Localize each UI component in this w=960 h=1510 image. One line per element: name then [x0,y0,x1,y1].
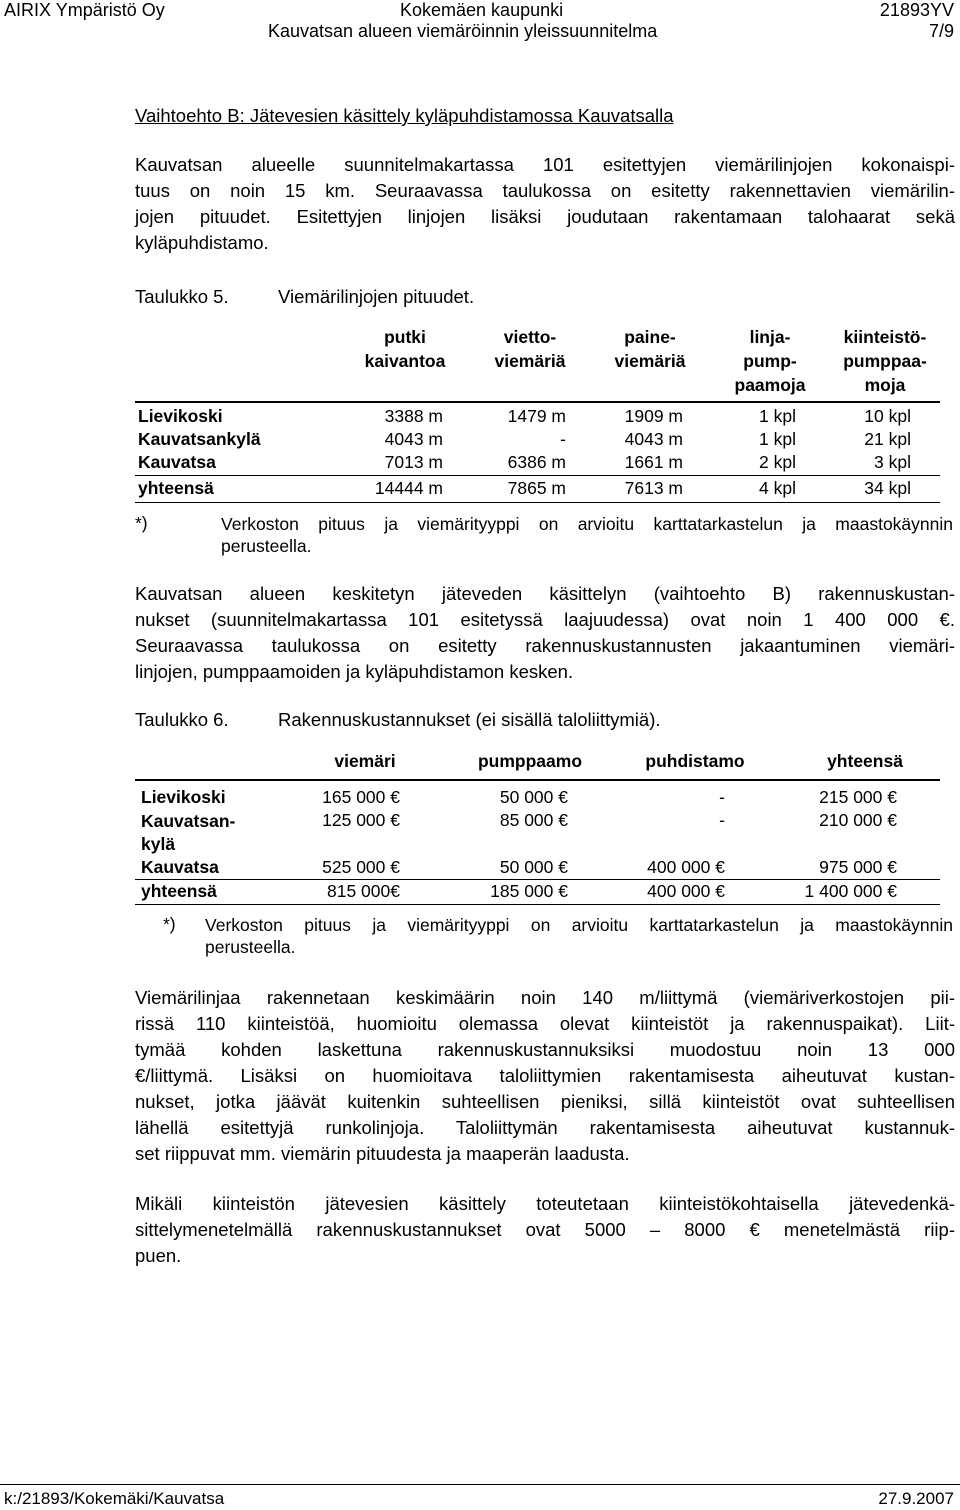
paragraph-line: Kauvatsan alueelle suunnitelmakartassa 101 esitettyjen viemärilinjojen kokonaispi- [135,154,955,175]
table5-cell: 4043 m [384,429,443,449]
header-line: pump- [743,351,797,371]
table5-header-kiinteistopumppaamoja [830,325,940,397]
table5-note-mark: *) [135,513,148,533]
table5-total-cell: 4 kpl [759,478,796,498]
table5-cell: 1 kpl [759,429,796,449]
paragraph-1 [135,152,955,256]
table5-row-name: Kauvatsa [138,452,216,472]
paragraph-line: €/liittymä. Lisäksi on huomioitava taloliittymien rakentamisesta aiheutuvat kustan- [135,1065,955,1086]
table5-total-cell: 34 kpl [864,478,911,498]
header-line: kiinteistö- [843,327,927,347]
table5-header-linjapumppaamoja [710,325,830,397]
header-line: viemäriä [494,351,566,371]
table5-cell: 21 kpl [864,429,911,449]
table6-total-cell: 1 400 000 € [804,881,897,901]
table6-cell: 50 000 € [499,787,568,807]
paragraph-line: nukset (suunnitelmakartassa 101 esitetyssä laajuudessa) ovat noin 1 400 000 €. [135,609,955,630]
table5-cell: 4043 m [624,429,683,449]
paragraph-line: Kauvatsan alueen keskitetyn jäteveden käsittelyn (vaihtoehto B) rakennuskustan- [135,583,955,604]
paragraph-line: set riippuvat mm. viemärin pituudesta ja maaperän laadusta. [135,1143,630,1164]
paragraph-line: Viemärilinjaa rakennetaan keskimäärin noin 140 m/liittymä (viemäriverkostojen pii- [135,987,955,1008]
paragraph-line: linjojen, pumppaamoiden ja kyläpuhdistamon kesken. [135,661,574,682]
paragraph-line: rissä 110 kiinteistöä, huomioitu olemassa olevat kiinteistöt ja rakennuspaikat). Liit- [135,1013,955,1034]
table5-total-rule [135,475,940,476]
table6-header-yhteensa: yhteensä [827,751,903,771]
table6-cell: 125 000 € [322,810,400,830]
table5-cell: 2 kpl [759,452,796,472]
table6-total-cell: 400 000 € [647,881,725,901]
table5-note [221,513,953,557]
footer-date: 27.9.2007 [878,1489,954,1508]
table5-bottom-rule [135,502,940,503]
table6-cell: 210 000 € [819,810,897,830]
note-line: Verkoston pituus ja viemärityyppi on arvioitu karttatarkastelun ja maastokäynnin [221,514,953,534]
table5-header-viettoviemaria [470,325,590,373]
table5-header-paineviemaria [590,325,710,373]
table6-header-rule [135,779,940,781]
table6-header-pumppaamo: pumppaamo [477,751,583,771]
table6-note-mark: *) [163,914,176,934]
table5-row-name: Lievikoski [138,406,223,426]
table5-cell: 6386 m [507,452,566,472]
footer-rule [0,1484,960,1485]
paragraph-line: tuus on noin 15 km. Seuraavassa taulukossa on esitetty rakennettavien viemärilin- [135,180,955,201]
paragraph-line: sittelymenetelmällä rakennuskustannukset ovat 5000 – 8000 € menetelmästä riip- [135,1219,955,1240]
table6-cell: 85 000 € [499,810,568,830]
table6-cell: - [719,787,725,807]
table5-cell: 3388 m [384,406,443,426]
note-line: Verkoston pituus ja viemärityyppi on arvioitu karttatarkastelun ja maastokäynnin [205,915,953,935]
table6-total-name: yhteensä [141,881,217,901]
table5-total-cell: 7613 m [624,478,683,498]
table5-label: Taulukko 5. [135,286,229,307]
header-client: Kokemäen kaupunki [400,0,564,20]
table6-cell: 165 000 € [322,787,400,807]
table6-total-cell: 815 000€ [327,881,400,901]
row-name-line: Kauvatsan- [141,811,236,831]
table5-cell: - [560,429,566,449]
paragraph-line: kyläpuhdistamo. [135,232,269,253]
table5-cell: 1909 m [624,406,683,426]
table6-total-cell: 185 000 € [490,881,568,901]
header-document-title: Kauvatsan alueen viemäröinnin yleissuunnitelma [268,21,658,41]
table6-header-puhdistamo: puhdistamo [645,751,745,771]
header-page-number: 7/9 [928,21,954,41]
table5-total-cell: 7865 m [507,478,566,498]
table5-header-putki-kaivantoa [340,325,470,373]
table6-row-name: Lievikoski [141,787,226,807]
table5-total-cell: 14444 m [374,478,443,498]
table5-cell: 1 kpl [759,406,796,426]
header-line: pumppaa- [843,351,927,371]
table5-total-name: yhteensä [138,478,214,498]
row-name-line: kylä [141,834,176,854]
header-line: kaivantoa [364,351,446,371]
table6-total-rule [135,879,940,880]
paragraph-line: lähellä esitettyjä runkolinjoja. Taloliittymän rakentamisesta aiheutuvat kustannuk- [135,1117,955,1138]
table6-label: Taulukko 6. [135,709,229,730]
paragraph-line: nukset, jotka jäävät kuitenkin suhteellisen pieniksi, sillä kiinteistöt ovat suhteellisen [135,1091,955,1112]
table5-row-name: Kauvatsankylä [138,429,261,449]
paragraph-line: Mikäli kiinteistön jätevesien käsittely toteutetaan kiinteistökohtaisella jätevedenkä- [135,1193,955,1214]
table6-cell: 400 000 € [647,857,725,877]
paragraph-line: puen. [135,1245,182,1266]
note-line: perusteella. [205,937,296,957]
header-company: AIRIX Ympäristö Oy [4,0,165,20]
table6-caption: Rakennuskustannukset (ei sisällä taloliittymiä). [278,709,661,730]
table6-header-viemari: viemäri [334,751,396,771]
header-line: moja [864,375,906,395]
header-project-number: 21893YV [879,0,954,20]
table6-cell: 975 000 € [819,857,897,877]
paragraph-line: Seuraavassa taulukossa on esitetty rakennuskustannusten jakaantuminen viemäri- [135,635,955,656]
table6-cell: 215 000 € [819,787,897,807]
table5-caption: Viemärilinjojen pituudet. [278,286,475,307]
header-line: paamoja [734,375,806,395]
note-line: perusteella. [221,536,312,556]
paragraph-2 [135,581,955,685]
table5-header-rule [135,401,940,403]
table6-row-name: Kauvatsa [141,857,219,877]
table6-cell: 525 000 € [322,857,400,877]
paragraph-3 [135,985,955,1167]
header-line: linja- [749,327,791,347]
table5-cell: 7013 m [384,452,443,472]
section-title: Vaihtoehto B: Jätevesien käsittely kyläpuhdistamossa Kauvatsalla [135,105,674,126]
table6-cell: 50 000 € [499,857,568,877]
header-line: viemäriä [614,351,686,371]
footer-path: k:/21893/Kokemäki/Kauvatsa [4,1489,225,1508]
table5-cell: 10 kpl [864,406,911,426]
table5-cell: 3 kpl [874,452,911,472]
header-line: vietto- [503,327,557,347]
table5-cell: 1479 m [507,406,566,426]
header-line: putki [384,327,426,347]
table6-row-name [141,810,235,856]
table6-note [205,914,953,958]
table5-cell: 1661 m [624,452,683,472]
paragraph-line: tymää kohden laskettuna rakennuskustannuksiksi muodostuu noin 13 000 [135,1039,955,1060]
table6-bottom-rule [135,904,940,905]
paragraph-4 [135,1191,955,1269]
paragraph-line: jojen pituudet. Esitettyjen linjojen lisäksi joudutaan rakentamaan talohaarat sekä [135,206,955,227]
header-line: paine- [624,327,676,347]
table6-cell: - [719,810,725,830]
